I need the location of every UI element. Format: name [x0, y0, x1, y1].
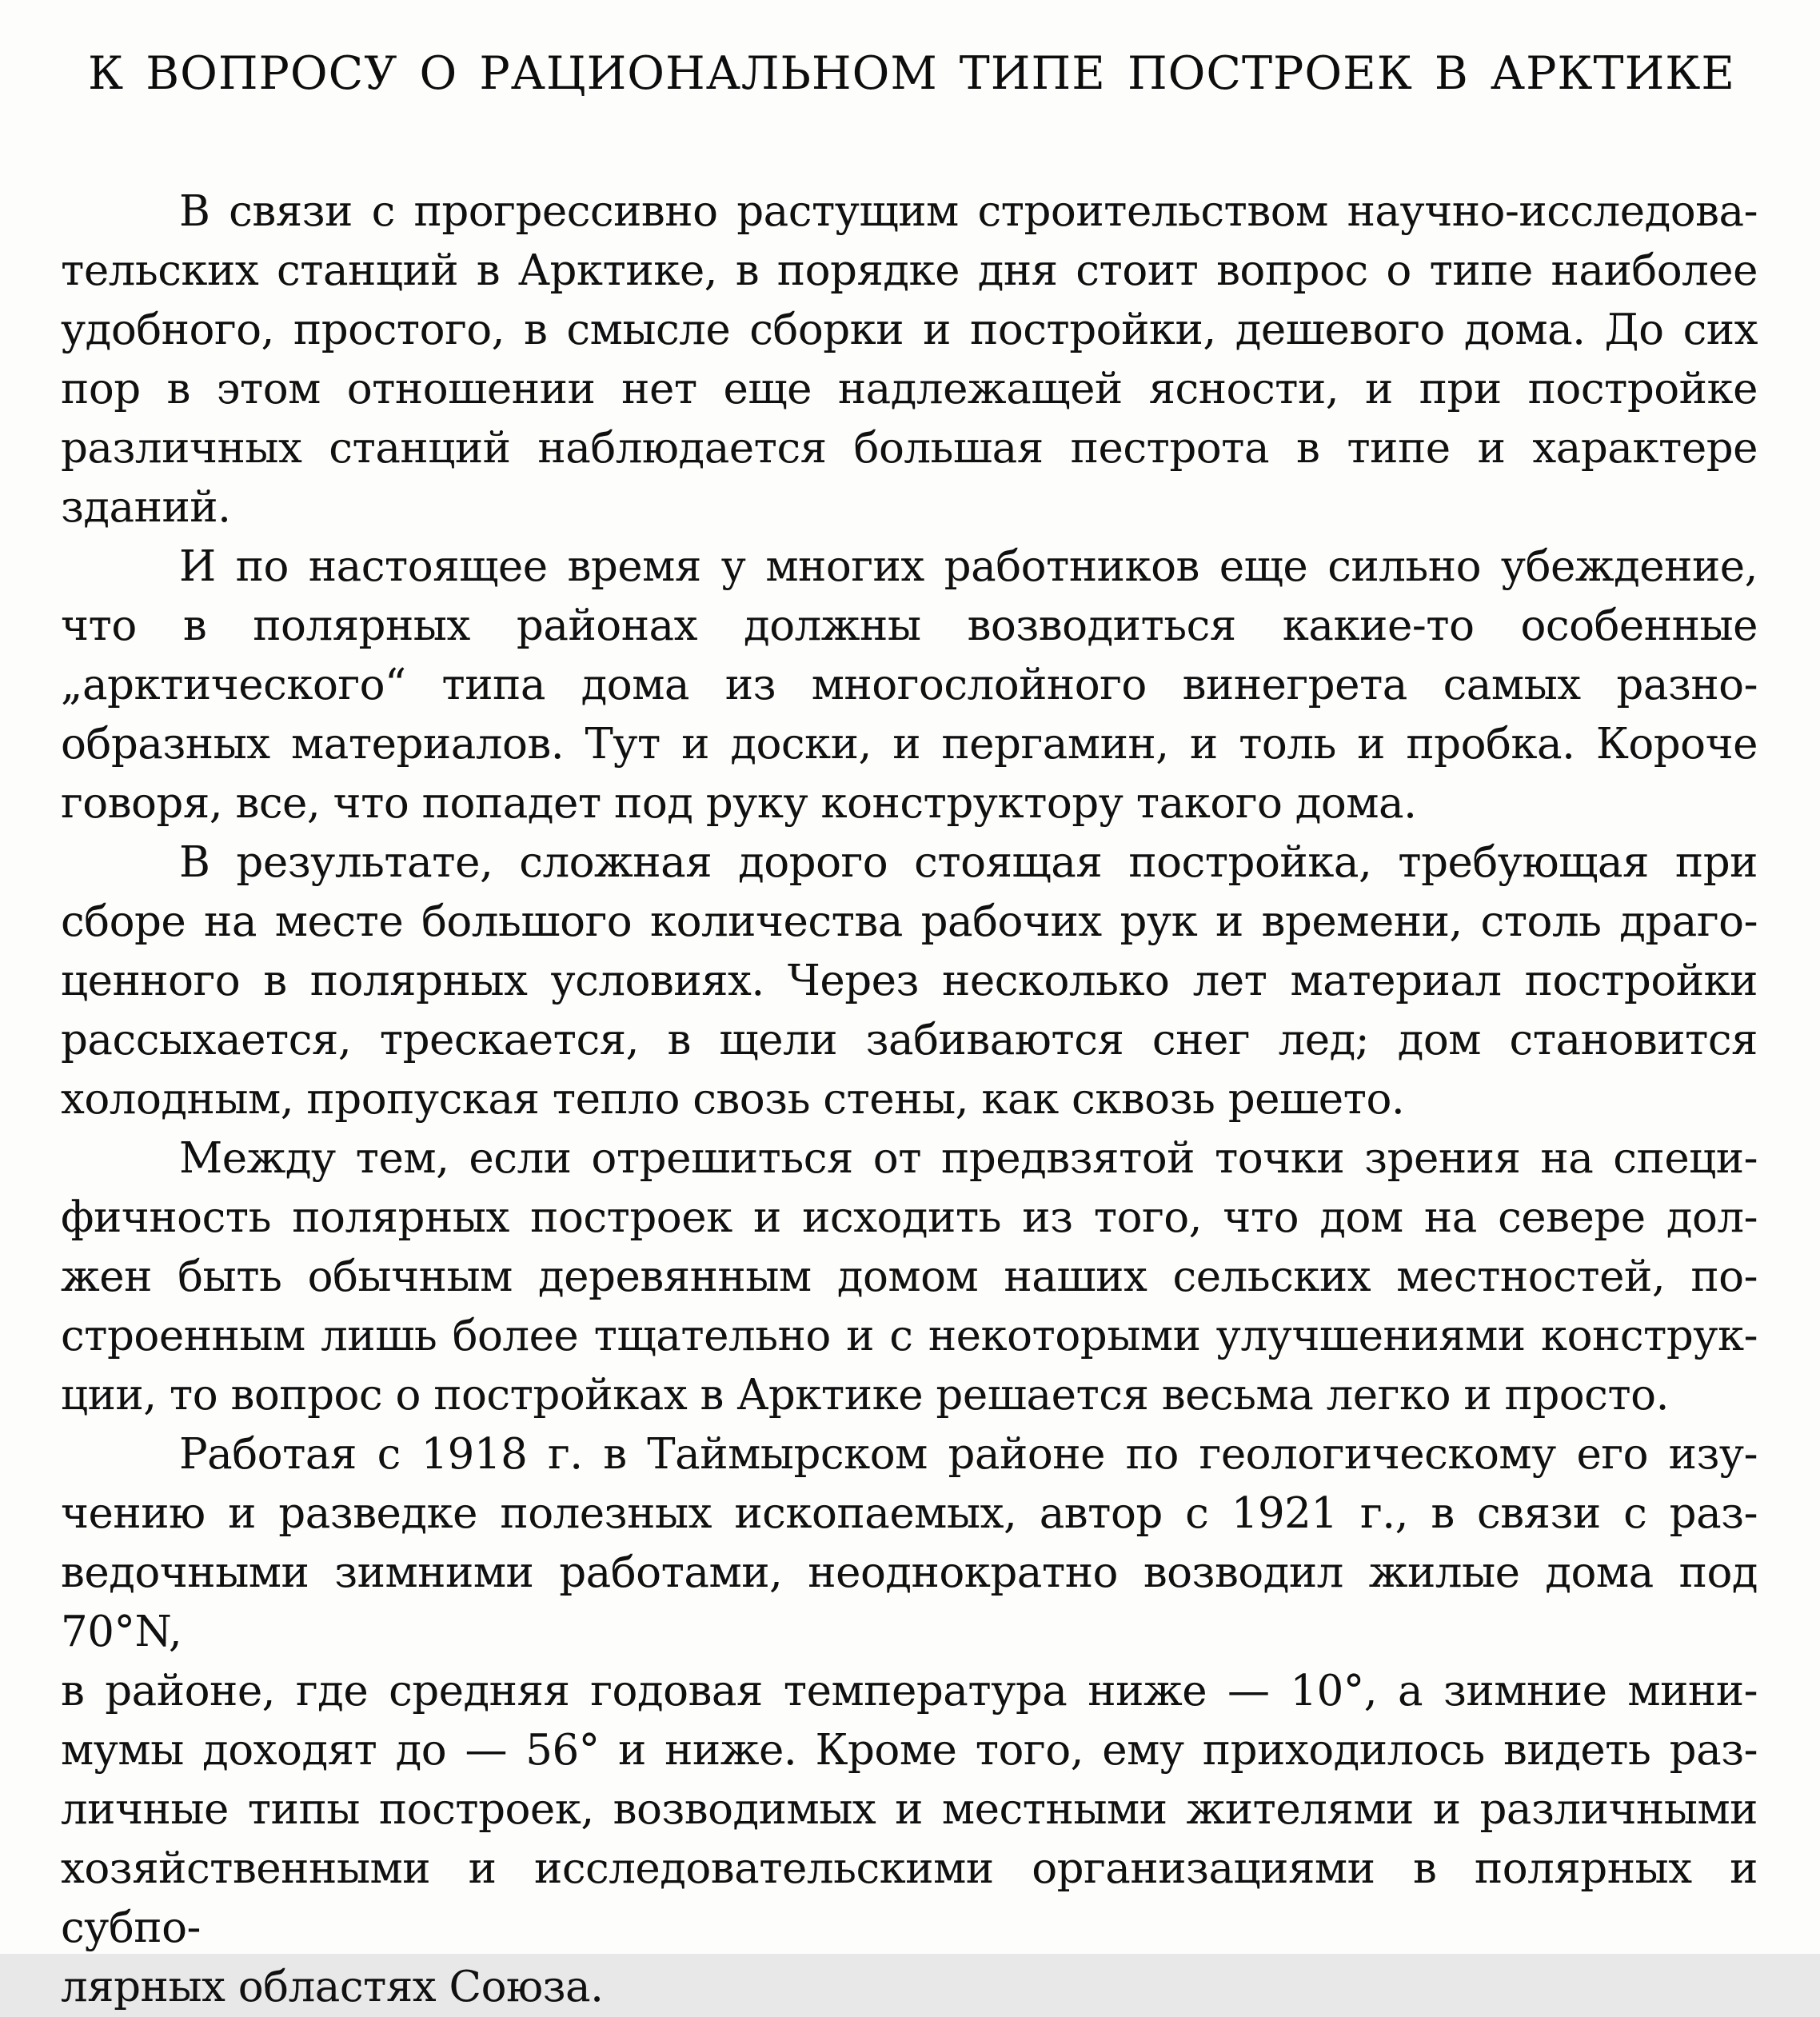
text-line: зданий. [61, 483, 231, 532]
text-line: Между тем, если отрешиться от предвзятой точки зрения на специ- [179, 1134, 1758, 1183]
text-line: В связи с прогрессивно растущим строительством научно-исследова- [179, 187, 1758, 236]
text-line: ведочными зимними работами, неоднократно возводил жилые дома под 70°N, [61, 1548, 1758, 1656]
text-line: ции, то вопрос о постройках в Арктике решается весьма легко и просто. [61, 1371, 1669, 1420]
text-line: что в полярных районах должны возводиться какие-то особенные [61, 601, 1758, 650]
text-line: жен быть обычным деревянным домом наших сельских местностей, по- [61, 1252, 1758, 1301]
paragraph [61, 833, 1758, 1129]
text-line: лярных областях Союза. [61, 1963, 604, 2011]
text-line: говоря, все, что попадет под руку конструктору такого дома. [61, 779, 1417, 828]
text-line: сборе на месте большого количества рабочих рук и времени, столь драго- [61, 897, 1758, 946]
text-line: в районе, где средняя годовая температура ниже — 10°, а зимние мини- [61, 1667, 1758, 1715]
text-line: чению и разведке полезных ископаемых, автор с 1921 г., в связи с раз- [61, 1489, 1758, 1538]
text-line: ценного в полярных условиях. Через несколько лет материал постройки [61, 957, 1758, 1005]
paragraph [61, 537, 1758, 833]
text-line: холодным, пропуская тепло свозь стены, как сквозь решето. [61, 1075, 1405, 1124]
text-line: различных станций наблюдается большая пестрота в типе и характере [61, 424, 1758, 473]
text-line: тельских станций в Арктике, в порядке дня стоит вопрос о типе наиболее [61, 246, 1758, 295]
text-line: рассыхается, трескается, в щели забиваются снег лед; дом становится [61, 1016, 1758, 1064]
text-line: хозяйственными и исследовательскими организациями в полярных и субпо- [61, 1844, 1758, 1952]
text-line: мумы доходят до — 56° и ниже. Кроме того, ему приходилось видеть раз- [61, 1726, 1758, 1775]
text-line: удобного, простого, в смысле сборки и постройки, дешевого дома. До сих [61, 306, 1758, 354]
document-body [0, 182, 1820, 2017]
paragraph [61, 182, 1758, 537]
document-title: К ВОПРОСУ О РАЦИОНАЛЬНОМ ТИПЕ ПОСТРОЕК В АРКТИКЕ [88, 47, 1735, 100]
text-line: И по настоящее время у многих работников еще сильно убеждение, [179, 542, 1758, 591]
text-line: личные типы построек, возводимых и местными жителями и различными [61, 1785, 1758, 1834]
text-line: пор в этом отношении нет еще надлежащей ясности, и при постройке [61, 365, 1758, 413]
paragraph [61, 1425, 1758, 2017]
text-line: строенным лишь более тщательно и с некоторыми улучшениями конструк- [61, 1312, 1758, 1360]
text-line: „арктического“ типа дома из многослойного винегрета самых разно- [61, 661, 1758, 709]
text-line: Работая с 1918 г. в Таймырском районе по геологическому его изу- [179, 1430, 1758, 1479]
text-line: В результате, сложная дорого стоящая постройка, требующая при [179, 838, 1758, 887]
text-line: фичность полярных построек и исходить из того, что дом на севере дол- [61, 1193, 1758, 1242]
paragraph [61, 1129, 1758, 1425]
text-line: образных материалов. Тут и доски, и пергамин, и толь и пробка. Короче [61, 720, 1758, 769]
